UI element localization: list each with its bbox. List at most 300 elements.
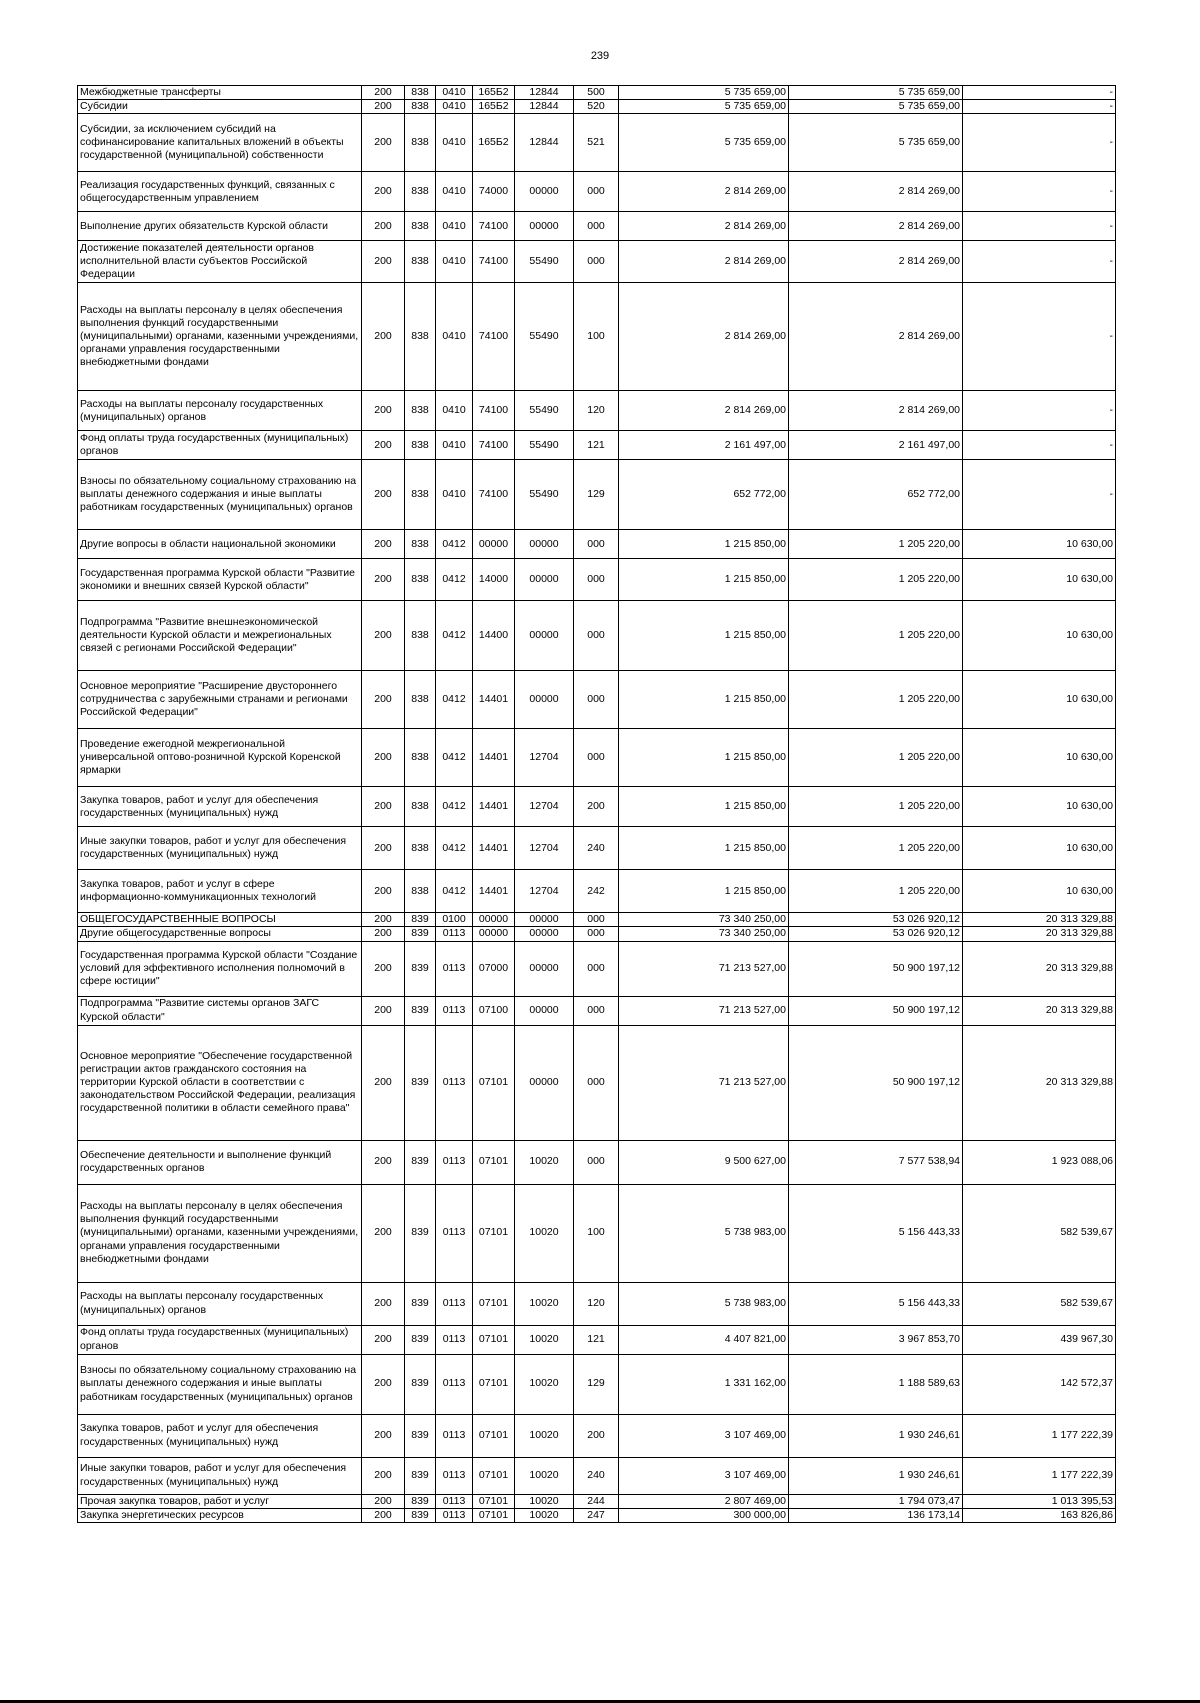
row-name-cell: Основное мероприятие "Обеспечение государственной регистрации актов гражданского состояния на территории Курской области в соответствии с законодательством Российской Федерации, реализация государственной политики в области семейного права" [78,1025,362,1140]
row-name-cell: Субсидии, за исключением субсидий на софинансирование капитальных вложений в объекты государственной (муниципальной) собственности [78,114,362,172]
code-cell: 200 [362,1457,405,1494]
code-cell: 0412 [436,729,473,787]
code-cell: 200 [362,86,405,100]
code-cell: 200 [362,927,405,941]
code-cell: 74100 [473,212,515,241]
code-cell: 200 [574,1414,619,1457]
code-cell: 121 [574,431,619,460]
code-cell: 200 [362,787,405,827]
code-cell: 200 [362,1354,405,1414]
code-cell: 200 [362,1494,405,1508]
amount-cell: 10 630,00 [963,870,1116,913]
code-cell: 000 [574,996,619,1025]
table-row [78,1508,1116,1522]
code-cell: 0410 [436,431,473,460]
code-cell: 000 [574,530,619,559]
code-cell: 12844 [515,114,574,172]
code-cell: 74100 [473,431,515,460]
row-name-cell: Государственная программа Курской области "Создание условий для эффективного исполнения полномочий в сфере юстиции" [78,941,362,996]
table-row [78,283,1116,391]
amount-cell: 1 930 246,61 [789,1457,963,1494]
amount-cell: 5 156 443,33 [789,1282,963,1325]
code-cell: 12844 [515,100,574,114]
amount-cell: 2 814 269,00 [789,241,963,283]
code-cell: 0100 [436,913,473,927]
row-name-cell: Государственная программа Курской области "Развитие экономики и внешних связей Курской области" [78,559,362,601]
code-cell: 0113 [436,1140,473,1184]
table-row [78,671,1116,729]
code-cell: 838 [405,787,436,827]
code-cell: 07101 [473,1325,515,1354]
code-cell: 200 [362,1414,405,1457]
amount-cell: 20 313 329,88 [963,927,1116,941]
amount-cell: - [963,212,1116,241]
row-name-cell: Взносы по обязательному социальному страхованию на выплаты денежного содержания и иные выплаты работникам государственных (муниципальных) органов [78,460,362,530]
code-cell: 10020 [515,1494,574,1508]
code-cell: 838 [405,460,436,530]
code-cell: 839 [405,1184,436,1282]
code-cell: 000 [574,601,619,671]
table-row [78,86,1116,100]
code-cell: 244 [574,1494,619,1508]
code-cell: 12704 [515,729,574,787]
amount-cell: 1 205 220,00 [789,787,963,827]
table-row [78,460,1116,530]
amount-cell: 2 814 269,00 [789,391,963,431]
code-cell: 165Б2 [473,100,515,114]
code-cell: 200 [362,283,405,391]
code-cell: 838 [405,827,436,870]
table-row [78,114,1116,172]
amount-cell: 1 205 220,00 [789,601,963,671]
code-cell: 55490 [515,283,574,391]
code-cell: 74100 [473,391,515,431]
amount-cell: 10 630,00 [963,787,1116,827]
code-cell: 200 [574,787,619,827]
code-cell: 000 [574,671,619,729]
amount-cell: 73 340 250,00 [619,913,789,927]
code-cell: 200 [362,671,405,729]
code-cell: 839 [405,1025,436,1140]
amount-cell: 53 026 920,12 [789,927,963,941]
row-name-cell: Закупка энергетических ресурсов [78,1508,362,1522]
code-cell: 200 [362,827,405,870]
amount-cell: 10 630,00 [963,827,1116,870]
code-cell: 520 [574,100,619,114]
code-cell: 200 [362,601,405,671]
code-cell: 247 [574,1508,619,1522]
code-cell: 07101 [473,1354,515,1414]
row-name-cell: Расходы на выплаты персоналу в целях обеспечения выполнения функций государственными (муниципальными) органами, казенными учреждениями, органами управления государственными внебюджетными фондами [78,283,362,391]
budget-table [77,85,1116,1523]
code-cell: 14401 [473,729,515,787]
code-cell: 000 [574,241,619,283]
code-cell: 14401 [473,787,515,827]
code-cell: 0410 [436,391,473,431]
row-name-cell: Проведение ежегодной межрегиональной универсальной оптово-розничной Курской Коренской ярмарки [78,729,362,787]
amount-cell: 5 735 659,00 [789,86,963,100]
code-cell: 14000 [473,559,515,601]
code-cell: 07101 [473,1282,515,1325]
row-name-cell: Закупка товаров, работ и услуг для обеспечения государственных (муниципальных) нужд [78,1414,362,1457]
code-cell: 121 [574,1325,619,1354]
code-cell: 0113 [436,941,473,996]
code-cell: 100 [574,1184,619,1282]
code-cell: 839 [405,1354,436,1414]
code-cell: 00000 [515,671,574,729]
row-name-cell: Реализация государственных функций, связанных с общегосударственным управлением [78,172,362,212]
table-row [78,1325,1116,1354]
code-cell: 838 [405,870,436,913]
code-cell: 000 [574,1140,619,1184]
amount-cell: 1 177 222,39 [963,1414,1116,1457]
table-row [78,172,1116,212]
code-cell: 10020 [515,1184,574,1282]
code-cell: 200 [362,431,405,460]
amount-cell: 1 205 220,00 [789,870,963,913]
amount-cell: 5 735 659,00 [619,100,789,114]
table-row [78,391,1116,431]
amount-cell: 2 814 269,00 [619,283,789,391]
amount-cell: 1 205 220,00 [789,530,963,559]
code-cell: 500 [574,86,619,100]
code-cell: 200 [362,1282,405,1325]
amount-cell: 5 735 659,00 [619,114,789,172]
code-cell: 838 [405,431,436,460]
code-cell: 838 [405,86,436,100]
amount-cell: 2 814 269,00 [619,172,789,212]
amount-cell: 10 630,00 [963,671,1116,729]
code-cell: 12844 [515,86,574,100]
code-cell: 74000 [473,172,515,212]
amount-cell: 1 215 850,00 [619,671,789,729]
code-cell: 0412 [436,530,473,559]
code-cell: 839 [405,996,436,1025]
row-name-cell: Субсидии [78,100,362,114]
row-name-cell: Расходы на выплаты персоналу в целях обеспечения выполнения функций государственными (муниципальными) органами, казенными учреждениями, органами управления государственными внебюджетными фондами [78,1184,362,1282]
row-name-cell: Основное мероприятие "Расширение двустороннего сотрудничества с зарубежными странами и регионами Российской Федерации" [78,671,362,729]
table-row [78,1354,1116,1414]
row-name-cell: Достижение показателей деятельности органов исполнительной власти субъектов Российской Федерации [78,241,362,283]
row-name-cell: Выполнение других обязательств Курской области [78,212,362,241]
row-name-cell: Обеспечение деятельности и выполнение функций государственных органов [78,1140,362,1184]
code-cell: 0113 [436,1184,473,1282]
amount-cell: 652 772,00 [619,460,789,530]
code-cell: 839 [405,1494,436,1508]
table-row [78,1494,1116,1508]
row-name-cell: Закупка товаров, работ и услуг в сфере информационно-коммуникационных технологий [78,870,362,913]
row-name-cell: Расходы на выплаты персоналу государственных (муниципальных) органов [78,1282,362,1325]
amount-cell: 2 814 269,00 [789,283,963,391]
code-cell: 10020 [515,1354,574,1414]
amount-cell: 1 930 246,61 [789,1414,963,1457]
table-row [78,996,1116,1025]
amount-cell: 652 772,00 [789,460,963,530]
code-cell: 521 [574,114,619,172]
amount-cell: 300 000,00 [619,1508,789,1522]
table-row [78,1025,1116,1140]
code-cell: 000 [574,172,619,212]
amount-cell: 20 313 329,88 [963,913,1116,927]
table-row [78,1140,1116,1184]
code-cell: 200 [362,391,405,431]
code-cell: 200 [362,212,405,241]
row-name-cell: Фонд оплаты труда государственных (муниципальных) органов [78,1325,362,1354]
row-name-cell: Закупка товаров, работ и услуг для обеспечения государственных (муниципальных) нужд [78,787,362,827]
code-cell: 839 [405,1508,436,1522]
code-cell: 14400 [473,601,515,671]
code-cell: 000 [574,212,619,241]
code-cell: 839 [405,1282,436,1325]
code-cell: 07101 [473,1184,515,1282]
amount-cell: 1 215 850,00 [619,870,789,913]
table-row [78,212,1116,241]
amount-cell: 2 161 497,00 [789,431,963,460]
table-row [78,1414,1116,1457]
row-name-cell: Иные закупки товаров, работ и услуг для обеспечения государственных (муниципальных) нужд [78,1457,362,1494]
code-cell: 74100 [473,460,515,530]
code-cell: 00000 [515,996,574,1025]
table-row [78,787,1116,827]
code-cell: 240 [574,1457,619,1494]
row-name-cell: Подпрограмма "Развитие системы органов ЗАГС Курской области" [78,996,362,1025]
amount-cell: 9 500 627,00 [619,1140,789,1184]
code-cell: 120 [574,391,619,431]
code-cell: 00000 [515,559,574,601]
row-name-cell: Фонд оплаты труда государственных (муниципальных) органов [78,431,362,460]
amount-cell: - [963,172,1116,212]
code-cell: 12704 [515,787,574,827]
code-cell: 55490 [515,431,574,460]
code-cell: 0412 [436,787,473,827]
table-row [78,827,1116,870]
amount-cell: 1 215 850,00 [619,787,789,827]
code-cell: 12704 [515,827,574,870]
amount-cell: 4 407 821,00 [619,1325,789,1354]
amount-cell: - [963,391,1116,431]
table-row [78,601,1116,671]
code-cell: 0113 [436,1457,473,1494]
code-cell: 000 [574,1025,619,1140]
code-cell: 129 [574,460,619,530]
code-cell: 00000 [515,172,574,212]
code-cell: 240 [574,827,619,870]
code-cell: 14401 [473,870,515,913]
code-cell: 10020 [515,1282,574,1325]
code-cell: 838 [405,671,436,729]
amount-cell: 1 331 162,00 [619,1354,789,1414]
code-cell: 10020 [515,1325,574,1354]
row-name-cell: Межбюджетные трансферты [78,86,362,100]
code-cell: 00000 [515,1025,574,1140]
amount-cell: 2 807 469,00 [619,1494,789,1508]
code-cell: 00000 [515,212,574,241]
code-cell: 838 [405,241,436,283]
amount-cell: 1 923 088,06 [963,1140,1116,1184]
amount-cell: 2 814 269,00 [619,241,789,283]
table-row [78,729,1116,787]
code-cell: 55490 [515,460,574,530]
code-cell: 000 [574,729,619,787]
amount-cell: 10 630,00 [963,530,1116,559]
code-cell: 838 [405,172,436,212]
amount-cell: - [963,460,1116,530]
amount-cell: - [963,241,1116,283]
amount-cell: - [963,100,1116,114]
row-name-cell: Расходы на выплаты персоналу государственных (муниципальных) органов [78,391,362,431]
code-cell: 200 [362,996,405,1025]
amount-cell: 142 572,37 [963,1354,1116,1414]
code-cell: 00000 [515,601,574,671]
amount-cell: 5 156 443,33 [789,1184,963,1282]
amount-cell: 136 173,14 [789,1508,963,1522]
amount-cell: 71 213 527,00 [619,1025,789,1140]
code-cell: 200 [362,172,405,212]
code-cell: 0113 [436,1282,473,1325]
amount-cell: 1 188 589,63 [789,1354,963,1414]
code-cell: 10020 [515,1457,574,1494]
code-cell: 07101 [473,1414,515,1457]
amount-cell: 1 215 850,00 [619,530,789,559]
table-row [78,1457,1116,1494]
code-cell: 000 [574,559,619,601]
code-cell: 0410 [436,283,473,391]
row-name-cell: Подпрограмма "Развитие внешнеэкономической деятельности Курской области и межрегиональных связей с регионами Российской Федерации" [78,601,362,671]
code-cell: 10020 [515,1414,574,1457]
row-name-cell: Прочая закупка товаров, работ и услуг [78,1494,362,1508]
code-cell: 000 [574,941,619,996]
code-cell: 07101 [473,1457,515,1494]
amount-cell: - [963,283,1116,391]
code-cell: 165Б2 [473,86,515,100]
amount-cell: 10 630,00 [963,729,1116,787]
code-cell: 0412 [436,671,473,729]
code-cell: 838 [405,391,436,431]
code-cell: 839 [405,1140,436,1184]
code-cell: 000 [574,927,619,941]
code-cell: 0113 [436,1508,473,1522]
code-cell: 07101 [473,1494,515,1508]
table-row [78,913,1116,927]
code-cell: 07101 [473,1140,515,1184]
amount-cell: 5 735 659,00 [789,114,963,172]
amount-cell: 73 340 250,00 [619,927,789,941]
amount-cell: 1 215 850,00 [619,559,789,601]
amount-cell: 20 313 329,88 [963,996,1116,1025]
code-cell: 07000 [473,941,515,996]
code-cell: 0410 [436,172,473,212]
amount-cell: 10 630,00 [963,601,1116,671]
code-cell: 838 [405,100,436,114]
code-cell: 0410 [436,241,473,283]
code-cell: 165Б2 [473,114,515,172]
code-cell: 200 [362,241,405,283]
code-cell: 14401 [473,827,515,870]
code-cell: 0113 [436,1414,473,1457]
code-cell: 200 [362,114,405,172]
code-cell: 200 [362,1140,405,1184]
code-cell: 839 [405,941,436,996]
row-name-cell: Взносы по обязательному социальному страхованию на выплаты денежного содержания и иные выплаты работникам государственных (муниципальных) органов [78,1354,362,1414]
code-cell: 839 [405,1325,436,1354]
code-cell: 839 [405,1414,436,1457]
code-cell: 839 [405,927,436,941]
code-cell: 00000 [473,927,515,941]
code-cell: 0410 [436,212,473,241]
table-row [78,559,1116,601]
code-cell: 000 [574,913,619,927]
code-cell: 838 [405,559,436,601]
amount-cell: 1 215 850,00 [619,729,789,787]
amount-cell: 3 107 469,00 [619,1457,789,1494]
amount-cell: 50 900 197,12 [789,1025,963,1140]
code-cell: 0113 [436,1325,473,1354]
code-cell: 0410 [436,114,473,172]
code-cell: 0412 [436,870,473,913]
amount-cell: 71 213 527,00 [619,996,789,1025]
table-row [78,941,1116,996]
amount-cell: 163 826,86 [963,1508,1116,1522]
amount-cell: 7 577 538,94 [789,1140,963,1184]
row-name-cell: Другие вопросы в области национальной экономики [78,530,362,559]
code-cell: 200 [362,1025,405,1140]
code-cell: 838 [405,530,436,559]
code-cell: 200 [362,1325,405,1354]
code-cell: 0113 [436,1354,473,1414]
amount-cell: 1 205 220,00 [789,671,963,729]
code-cell: 839 [405,913,436,927]
code-cell: 200 [362,729,405,787]
row-name-cell: Другие общегосударственные вопросы [78,927,362,941]
code-cell: 0113 [436,927,473,941]
code-cell: 00000 [473,530,515,559]
code-cell: 07100 [473,996,515,1025]
row-name-cell: ОБЩЕГОСУДАРСТВЕННЫЕ ВОПРОСЫ [78,913,362,927]
amount-cell: 10 630,00 [963,559,1116,601]
code-cell: 00000 [515,530,574,559]
amount-cell: 53 026 920,12 [789,913,963,927]
table-row [78,530,1116,559]
code-cell: 839 [405,1457,436,1494]
amount-cell: 1 177 222,39 [963,1457,1116,1494]
amount-cell: 3 107 469,00 [619,1414,789,1457]
amount-cell: 50 900 197,12 [789,996,963,1025]
code-cell: 0410 [436,86,473,100]
table-row [78,100,1116,114]
code-cell: 00000 [515,913,574,927]
amount-cell: 20 313 329,88 [963,941,1116,996]
amount-cell: 1 215 850,00 [619,827,789,870]
amount-cell: 50 900 197,12 [789,941,963,996]
page-number: 239 [590,50,610,62]
code-cell: 0412 [436,827,473,870]
code-cell: 838 [405,729,436,787]
code-cell: 0113 [436,1494,473,1508]
code-cell: 200 [362,1184,405,1282]
table-row [78,1282,1116,1325]
code-cell: 838 [405,601,436,671]
code-cell: 10020 [515,1508,574,1522]
code-cell: 0412 [436,559,473,601]
row-name-cell: Иные закупки товаров, работ и услуг для обеспечения государственных (муниципальных) нужд [78,827,362,870]
table-row [78,1184,1116,1282]
code-cell: 10020 [515,1140,574,1184]
amount-cell: 5 735 659,00 [619,86,789,100]
amount-cell: 2 814 269,00 [619,212,789,241]
code-cell: 07101 [473,1508,515,1522]
code-cell: 0410 [436,460,473,530]
code-cell: 200 [362,460,405,530]
